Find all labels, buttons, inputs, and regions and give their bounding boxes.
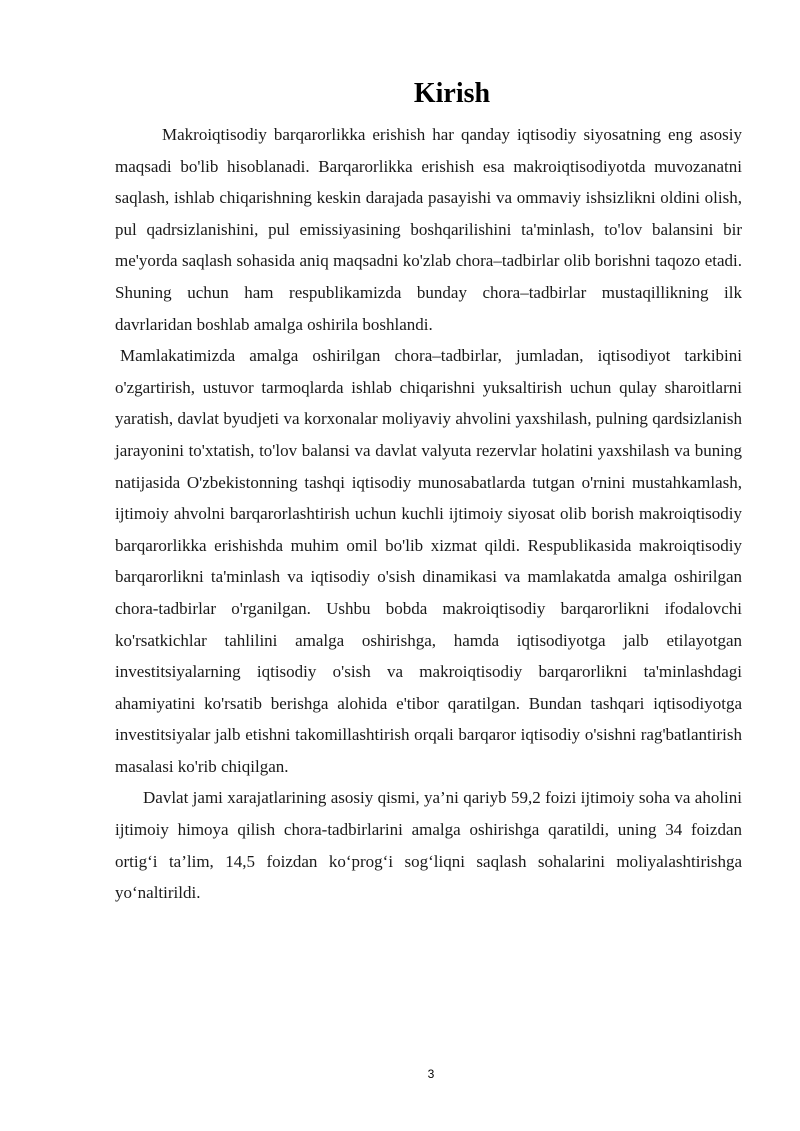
page-title: Kirish (413, 78, 491, 109)
body-text (115, 119, 742, 909)
paragraph-expenditures: Davlat jami xarajatlarining asosiy qismi, ya’ni qariyb 59,2 foizi ijtimoiy soha va aholini ijtimoiy himoya qilish chora-tadbirlarini amalga oshirishga qaratildi, uning 34 foizdan ortig‘i ta’lim, 14,5 foizdan ko‘prog‘i sog‘liqni saqlash sohalarini moliyalashtirishga yo‘naltirildi. (115, 788, 742, 903)
page-number: 3 (427, 1067, 435, 1081)
paragraph-intro: Makroiqtisodiy barqarorlikka erishish har qanday iqtisodiy siyosatning eng asosiy maqsadi bo'lib hisoblanadi. Barqarorlikka erishish esa makroiqtisodiyotda muvozanatni saqlash, ishlab chiqarishning keskin darajada pasayishi va ommaviy ishsizlikni oldini olish, pul qadrsizlanishini, pul emissiyasining boshqarilishini ta'minlash, to'lov balansini bir me'yorda saqlash sohasida aniq maqsadni ko'zlab chora–tadbirlar olib borishni taqozo etadi. Shuning uchun ham respublikamizda bunday chora–tadbirlar mustaqillikning ilk davrlaridan boshlab amalga oshirila boshlandi. (115, 125, 742, 334)
paragraph-measures: Mamlakatimizda amalga oshirilgan chora–tadbirlar, jumladan, iqtisodiyot tarkibini o'zgartirish, ustuvor tarmoqlarda ishlab chiqarishni yuksaltirish uchun qulay sharoitlarni yaratish, davlat byudjeti va korxonalar moliyaviy ahvolini yaxshilash, pulning qardsizlanish jarayonini to'xtatish, to'lov balansi va davlat valyuta rezervlar holatini yaxshilash va buning natijasida O'zbekistonning tashqi iqtisodiy munosabatlarda tutgan o'rnini mustahkamlash, ijtimoiy ahvolni barqarorlashtirish uchun kuchli ijtimoiy siyosat olib borish makroiqtisodiy barqarorlikka erishishda muhim omil bo'lib xizmat qildi. Respublikasida makroiqtisodiy barqarorlikni ta'minlash va iqtisodiy o'sish dinamikasi va mamlakatda amalga oshirilgan chora-tadbirlar o'rganilgan. Ushbu bobda makroiqtisodiy barqarorlikni ifodalovchi ko'rsatkichlar tahlilini amalga oshirishga, hamda iqtisodiyotga jalb etilayotgan investitsiyalarning iqtisodiy o'sish va makroiqtisodiy barqarorlikni ta'minlashdagi ahamiyatini ko'rsatib berishga alohida e'tibor qaratilgan. Bundan tashqari iqtisodiyotga investitsiyalar jalb etishni takomillashtirish orqali barqaror iqtisodiy o'sishni rag'batlantirish masalasi ko'rib chiqilgan. (115, 346, 742, 776)
